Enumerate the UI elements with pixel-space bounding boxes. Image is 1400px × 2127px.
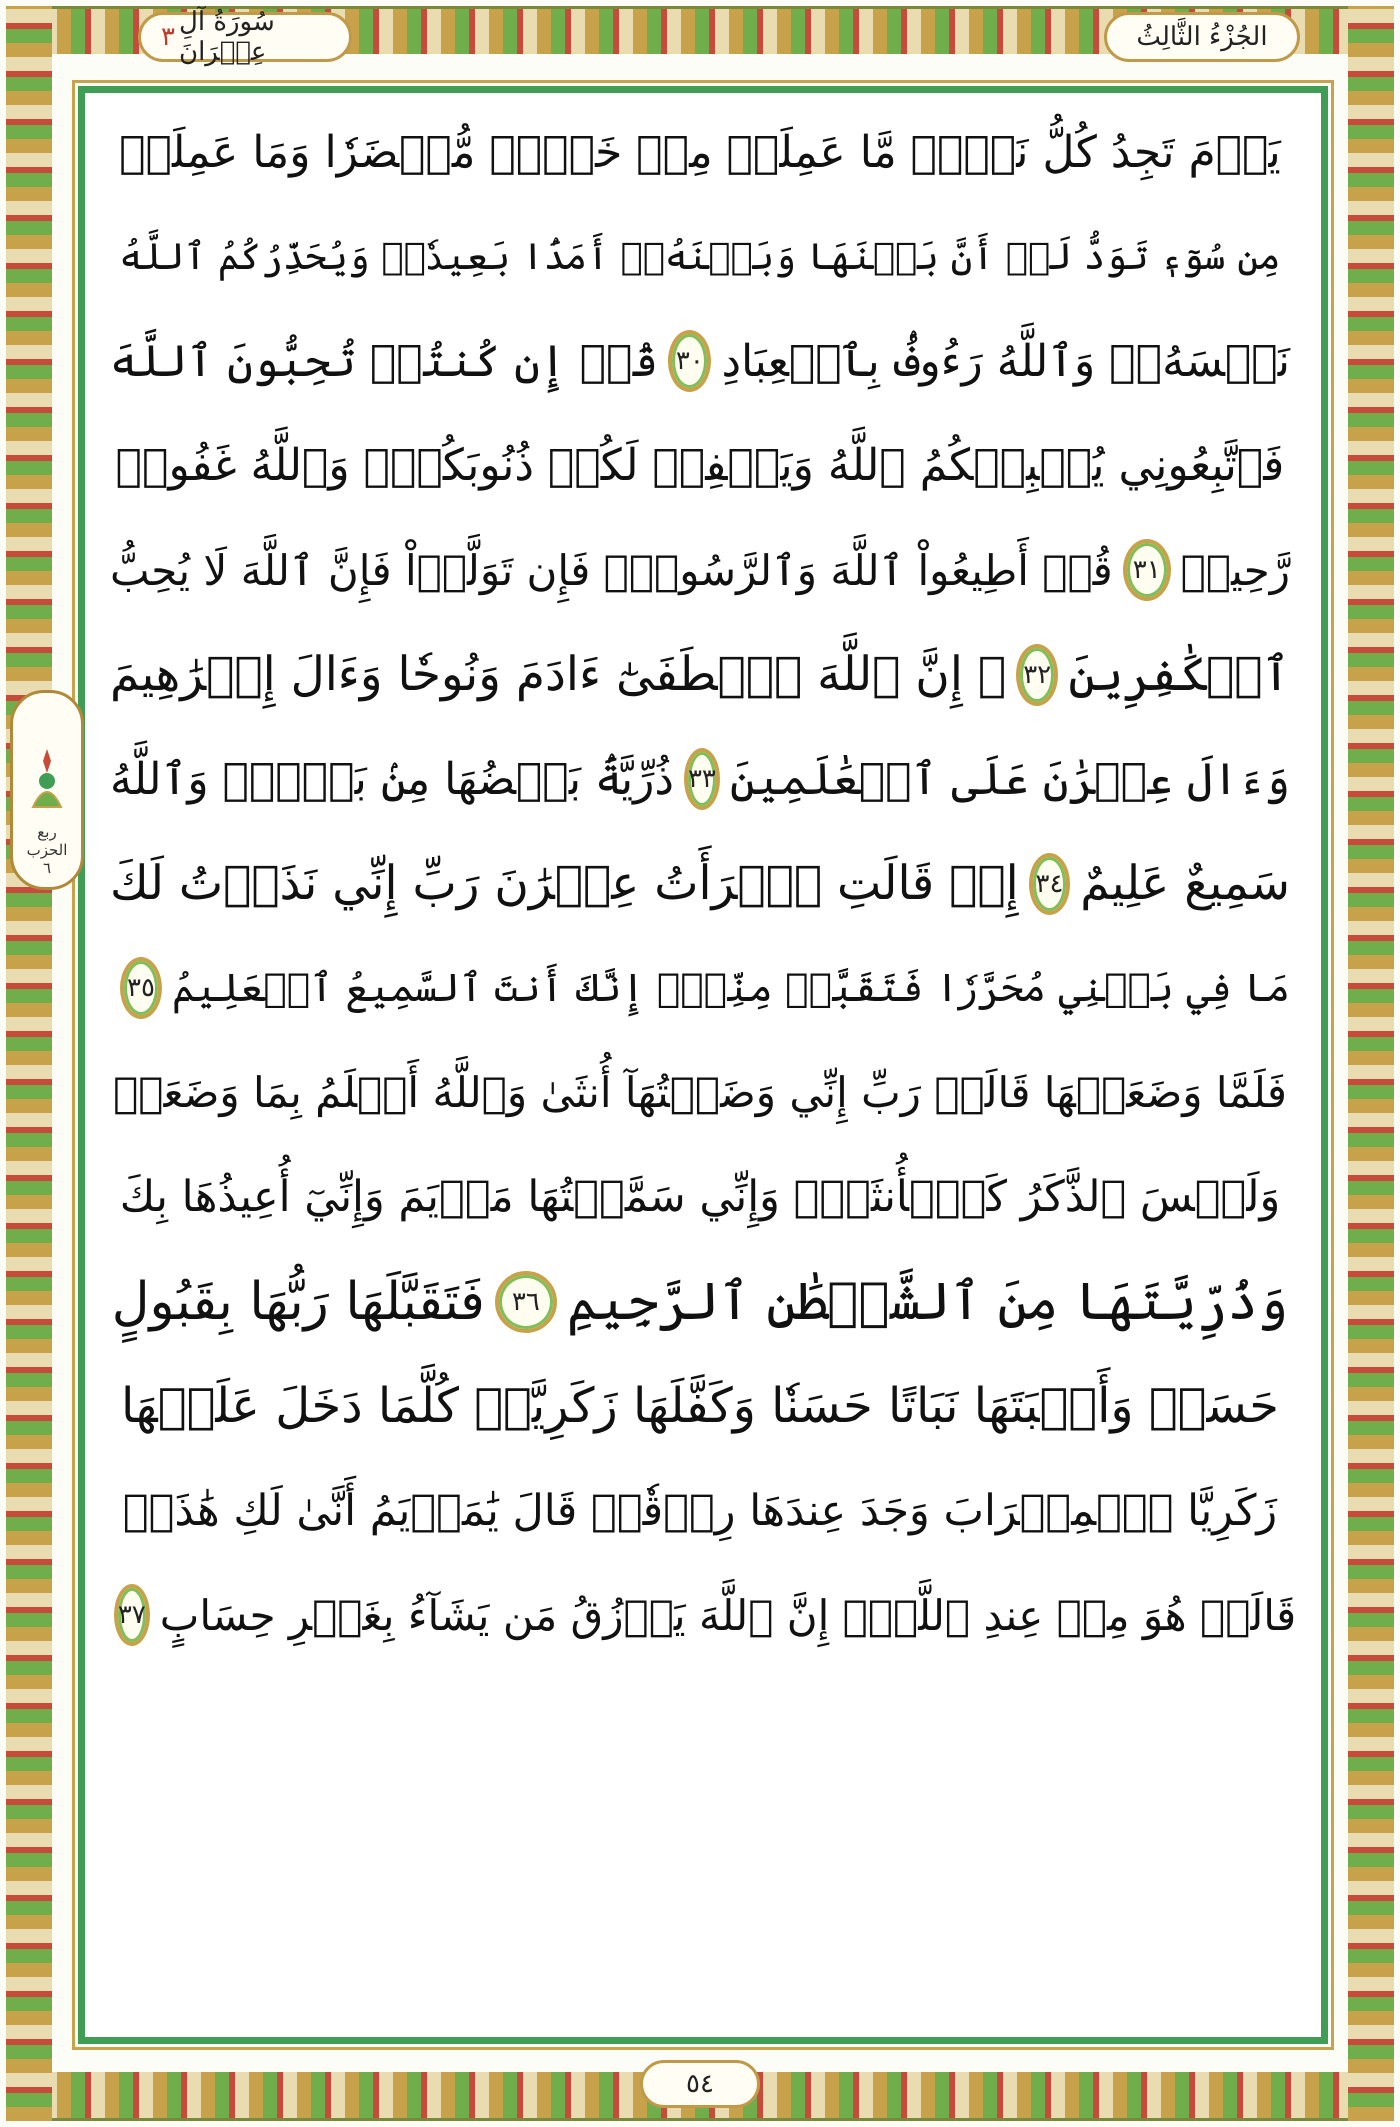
verse-text: نَفۡسَهُۥۗ وَٱللَّهُ رَءُوفُۢ بِٱلۡعِبَادِ bbox=[721, 335, 1290, 387]
verse-text: إِذۡ قَالَتِ ٱمۡرَأَتُ عِمۡرَٰنَ رَبِّ إِنِّي نَذَرۡتُ لَكَ bbox=[110, 856, 1019, 912]
verse-line bbox=[110, 936, 1290, 1041]
hizb-label-line1: ربع bbox=[37, 823, 57, 841]
verse-text: زَكَرِيَّا ٱلۡمِحۡرَابَ وَجَدَ عِندَهَا رِزۡقٗاۖ قَالَ يَٰمَرۡيَمُ أَنَّىٰ لَكِ هَٰذَاۖ bbox=[122, 1485, 1278, 1536]
verse-text: مِن سُوٓءٖ تَوَدُّ لَوۡ أَنَّ بَيۡنَهَا وَبَيۡنَهُۥٓ أَمَدَۢا بَعِيدٗاۗ وَيُحَذِّرُكُمُ ٱللَّهُ bbox=[119, 235, 1281, 279]
verse-text: يَوۡمَ تَجِدُ كُلُّ نَفۡسٖ مَّا عَمِلَتۡ مِنۡ خَيۡرٖ مُّحۡضَرٗا وَمَا عَمِلَتۡ bbox=[119, 126, 1281, 178]
verse-lines bbox=[110, 100, 1297, 2030]
ayah-number-marker: ٣٦ bbox=[495, 1271, 557, 1333]
verse-text: مَا فِي بَطۡنِي مُحَرَّرٗا فَتَقَبَّلۡ مِنِّيٓۖ إِنَّكَ أَنتَ ٱلسَّمِيعُ ٱلۡعَلِيمُ bbox=[172, 965, 1290, 1011]
surah-number: ٣ bbox=[161, 22, 175, 52]
surah-title-cartouche bbox=[138, 7, 352, 67]
verse-line bbox=[110, 100, 1290, 205]
juz-title-cartouche bbox=[1104, 12, 1300, 62]
verse-text: حَسَنٖ وَأَنۢبَتَهَا نَبَاتًا حَسَنٗا وَكَفَّلَهَا زَكَرِيَّاۖ كُلَّمَا دَخَلَ عَلَيۡهَا bbox=[121, 1378, 1279, 1435]
verse-text: ٱلۡكَٰفِرِينَ bbox=[1068, 647, 1290, 703]
ayah-number-marker: ٣٥ bbox=[120, 957, 162, 1019]
hizb-label bbox=[27, 823, 68, 877]
juz-title: الجُزْءُ الثَّالِثُ bbox=[1136, 22, 1268, 52]
verse-text: فَتَقَبَّلَهَا رَبُّهَا بِقَبُولٍ bbox=[111, 1271, 485, 1332]
verse-line bbox=[110, 832, 1290, 937]
hizb-marker bbox=[10, 690, 84, 890]
ayah-number-marker: ٣٧ bbox=[114, 1584, 150, 1646]
ayah-number-marker: ٣٢ bbox=[1016, 644, 1058, 706]
ayah-number-marker: ٣٤ bbox=[1029, 853, 1071, 915]
verse-line bbox=[110, 1563, 1297, 1668]
verse-text: سَمِيعٌ عَلِيمٌ bbox=[1080, 856, 1290, 912]
verse-text: قُلۡ أَطِيعُواْ ٱللَّهَ وَٱلرَّسُولَۖ فَإِن تَوَلَّوۡاْ فَإِنَّ ٱللَّهَ لَا يُحِبُّ bbox=[110, 545, 1113, 595]
verse-line bbox=[110, 727, 1290, 832]
verse-line bbox=[110, 414, 1290, 519]
decorative-border-right bbox=[1348, 6, 1394, 2121]
verse-line bbox=[110, 1145, 1290, 1250]
page-number: ٥٤ bbox=[640, 2060, 760, 2108]
verse-text: فَلَمَّا وَضَعَتۡهَا قَالَتۡ رَبِّ إِنِّي وَضَعۡتُهَآ أُنثَىٰ وَٱللَّهُ أَعۡلَمُ بِمَا وَضَعَتۡ bbox=[113, 1068, 1287, 1118]
verse-line bbox=[110, 1354, 1290, 1459]
ayah-number-marker: ٣١ bbox=[1123, 539, 1171, 601]
hizb-label-line3: ٦ bbox=[42, 859, 52, 877]
verse-line bbox=[110, 623, 1290, 728]
verse-text: قُلۡ إِن كُنتُمۡ تُحِبُّونَ ٱللَّهَ bbox=[110, 335, 659, 387]
verse-text: وَلَيۡسَ ٱلذَّكَرُ كَٱلۡأُنثَىٰۖ وَإِنِّي سَمَّيۡتُهَا مَرۡيَمَ وَإِنِّيٓ أُعِيذُهَا بِكَ bbox=[119, 1172, 1281, 1223]
verse-text: قَالَتۡ هُوَ مِنۡ عِندِ ٱللَّهِۖ إِنَّ ٱللَّهَ يَرۡزُقُ مَن يَشَآءُ بِغَيۡرِ حِسَابٍ bbox=[159, 1590, 1297, 1640]
verse-text: فَٱتَّبِعُونِي يُحۡبِبۡكُمُ ٱللَّهُ وَيَغۡفِرۡ لَكُمۡ ذُنُوبَكُمۡۚ وَٱللَّهُ غَفُورٞ bbox=[115, 440, 1285, 492]
verse-text: ذُرِّيَّةَۢ بَعۡضُهَا مِنۢ بَعۡضٖۗ وَٱللَّهُ bbox=[110, 753, 674, 805]
surah-title: سُورَةُ آلِ عِمۡرَانَ bbox=[178, 7, 275, 67]
verse-line bbox=[110, 1459, 1290, 1564]
verse-text: وَءَالَ عِمۡرَٰنَ عَلَى ٱلۡعَٰلَمِينَ bbox=[729, 753, 1290, 805]
verse-line bbox=[110, 309, 1290, 414]
decorative-border-left bbox=[6, 6, 52, 2121]
verse-text: ۞ إِنَّ ٱللَّهَ ٱصۡطَفَىٰٓ ءَادَمَ وَنُوحٗا وَءَالَ إِبۡرَٰهِيمَ bbox=[110, 647, 1007, 703]
hizb-ornament-icon bbox=[27, 747, 67, 817]
verse-line bbox=[110, 1041, 1290, 1146]
ayah-number-marker: ٣٠ bbox=[668, 330, 711, 392]
verse-text: رَّحِيمٞ bbox=[1180, 545, 1290, 595]
verse-line bbox=[110, 1250, 1290, 1355]
verse-text: وَذُرِّيَّتَهَا مِنَ ٱلشَّيۡطَٰنِ ٱلرَّجِيمِ bbox=[566, 1271, 1289, 1332]
verse-line bbox=[110, 205, 1290, 310]
hizb-label-line2: الحزب bbox=[26, 841, 68, 859]
verse-line bbox=[110, 518, 1290, 623]
ayah-number-marker: ٣٣ bbox=[684, 748, 720, 810]
